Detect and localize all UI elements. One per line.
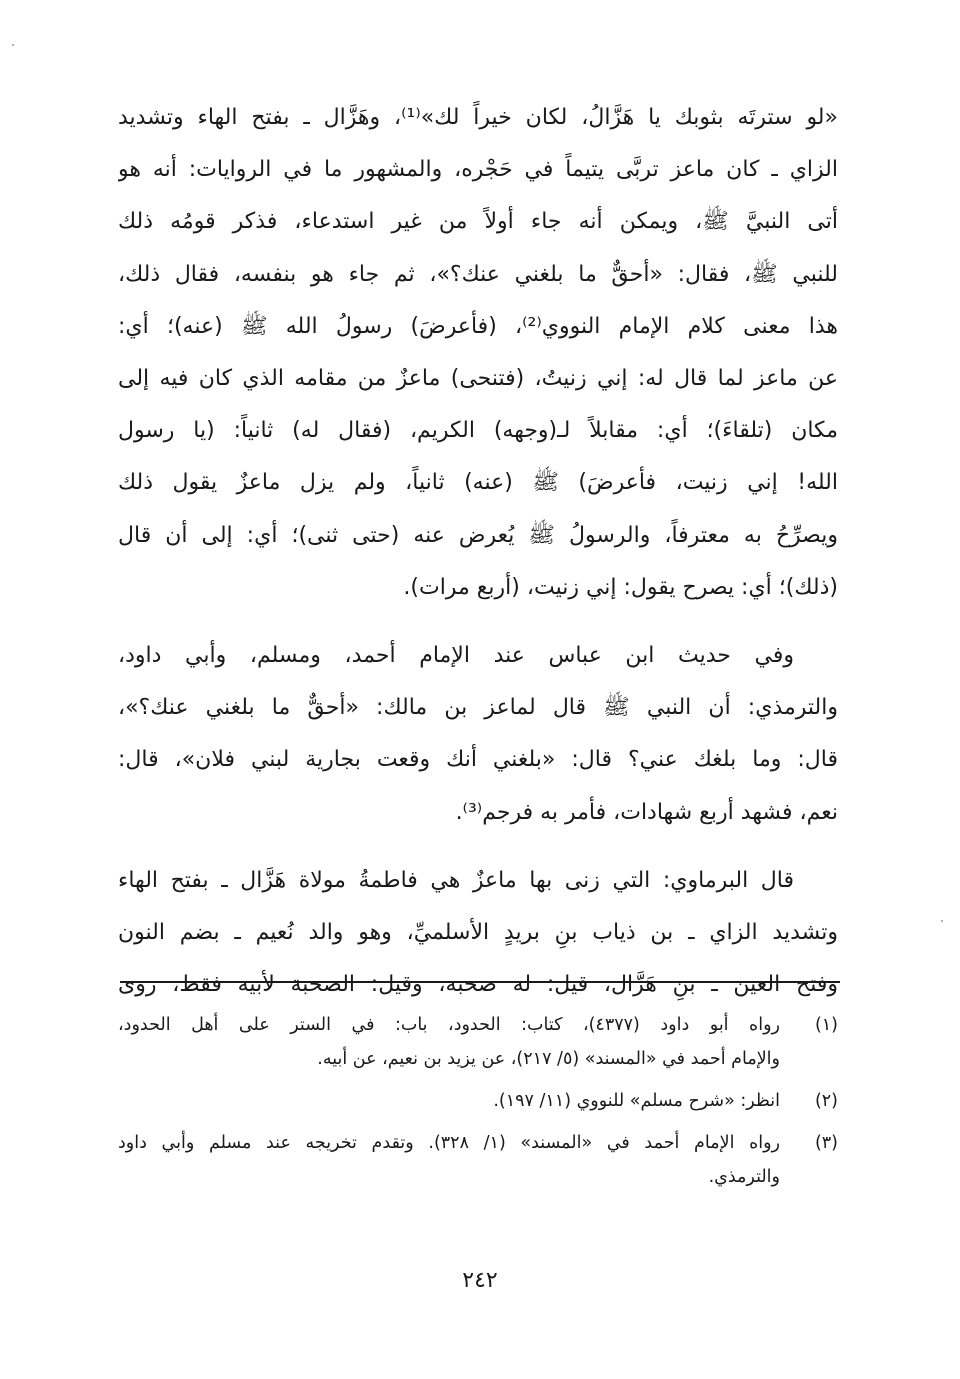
text-line: نعم، فشهد أربع شهادات، فأمر به فرجم⁽³⁾. <box>455 799 838 825</box>
footnote-3 <box>118 1126 838 1194</box>
footnote-number: (١) <box>814 1015 838 1035</box>
text-line: وتشديد الزاي ـ بن ذياب بنِ بريدٍ الأسلميِّ، وهو والد نُعيم ـ بضم النون <box>118 920 838 946</box>
text-line: ويصرِّحُ به معترفاً، والرسولُ ﷺ يُعرض عنه (حتى ثنى)؛ أي: إلى أن قال <box>118 522 838 548</box>
paragraph-2 <box>118 630 838 839</box>
footnote-line: والترمذي. <box>708 1167 780 1187</box>
footnote-line: رواه أبو داود (٤٣٧٧)، كتاب: الحدود، باب: في الستر على أهل الحدود، <box>118 1015 780 1035</box>
text-line: هذا معنى كلام الإمام النووي⁽²⁾، (فأعرضَ) رسولُ الله ﷺ (عنه)؛ أي: <box>118 313 838 339</box>
text-line: «لو سترتَه بثوبك يا هَزَّالُ، لكان خيراً لك»⁽¹⁾، وهَزَّال ـ بفتح الهاء وتشديد <box>118 105 838 130</box>
main-text <box>118 92 838 1011</box>
footnote-line: انظر: «شرح مسلم» للنووي (١١/ ١٩٧). <box>493 1091 780 1111</box>
footnote-text <box>118 1008 780 1076</box>
footnotes <box>118 1008 838 1202</box>
footnote-line: رواه الإمام أحمد في «المسند» (١/ ٣٢٨). وتقدم تخريجه عند مسلم وأبي داود <box>118 1133 780 1153</box>
text-line: قال البرماوي: التي زنى بها ماعزٌ هي فاطمةُ مولاة هَزَّال ـ بفتح الهاء <box>118 867 794 893</box>
footnote-line: والإمام أحمد في «المسند» (٥/ ٢١٧)، عن يزيد بن نعيم، عن أبيه. <box>317 1049 780 1069</box>
text-line: (ذلك)؛ أي: يصرح يقول: إني زنيت، (أربع مرات). <box>403 574 838 600</box>
page-number: ٢٤٢ <box>462 1268 498 1293</box>
text-line: مكان (تلقاءَ)؛ أي: مقابلاً لـ(وجهه) الكريم، (فقال له) ثانياً: (يا رسول <box>118 418 838 444</box>
text-line: الزاي ـ كان ماعز تربَّى يتيماً في حَجْره، والمشهور ما في الروايات: أنه هو <box>118 157 838 183</box>
footnote-2 <box>118 1084 838 1118</box>
text-line: الله! إني زنيت، فأعرضَ) ﷺ (عنه) ثانياً، ولم يزل ماعزٌ يقول ذلك <box>118 470 838 496</box>
footnote-1 <box>118 1008 838 1076</box>
text-line: أتى النبيَّ ﷺ، ويمكن أنه جاء أولاً من غير استدعاء، فذكر قومُه ذلك <box>118 209 838 235</box>
text-line: وفي حديث ابن عباس عند الإمام أحمد، ومسلم، وأبي داود، <box>118 643 794 669</box>
paragraph-1 <box>118 92 838 614</box>
scan-speck <box>941 920 943 922</box>
footnote-number: (٢) <box>814 1091 838 1111</box>
footnote-text <box>118 1084 780 1118</box>
footnote-number: (٣) <box>814 1133 838 1153</box>
text-line: قال: وما بلغك عني؟ قال: «بلغني أنك وقعت بجارية لبني فلان»، قال: <box>118 747 838 773</box>
footnote-separator <box>120 981 840 983</box>
text-line: والترمذي: أن النبي ﷺ قال لماعز بن مالك: «أحقٌّ ما بلغني عنك؟»، <box>118 695 838 721</box>
text-line: عن ماعز لما قال له: إني زنيتُ، (فتنحى) ماعزٌ من مقامه الذي كان فيه إلى <box>118 366 838 392</box>
paragraph-3 <box>118 855 838 1012</box>
text-line: وفتح العين ـ بنِ هَزَّال، قيل: له صحبه، وقيل: الصحبة لأبيه فقط، روى <box>118 972 838 998</box>
scan-speck <box>12 44 14 46</box>
text-line: للنبي ﷺ، فقال: «أحقٌّ ما بلغني عنك؟»، ثم جاء هو بنفسه، فقال ذلك، <box>118 261 838 287</box>
footnote-text <box>118 1126 780 1194</box>
